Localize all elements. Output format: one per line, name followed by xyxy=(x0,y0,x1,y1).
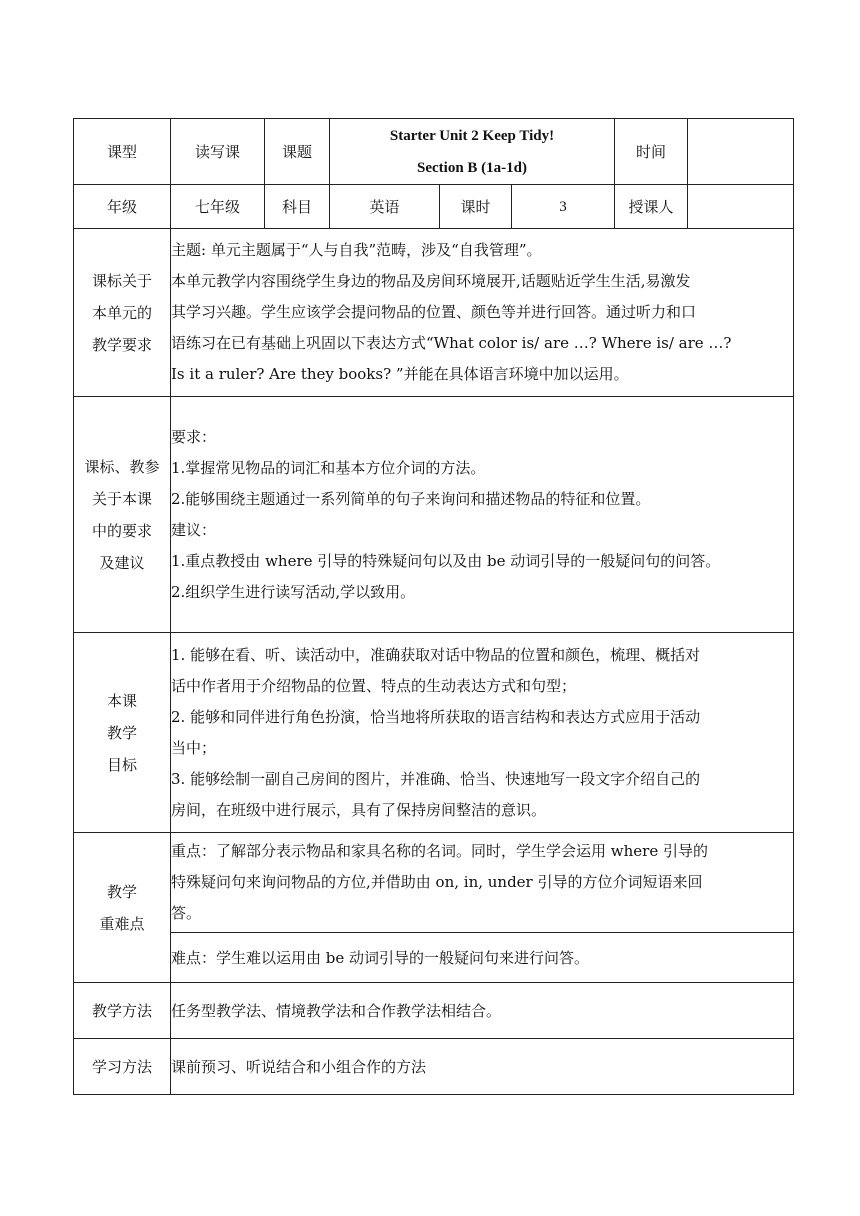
objectives-row xyxy=(74,633,794,833)
objectives-line: 1. 能够在看、听、读活动中，准确获取对话中物品的位置和颜色，梳理、概括对 xyxy=(171,645,701,664)
suggestions-label xyxy=(74,397,171,633)
requirements-label-line: 本单元的 xyxy=(91,303,152,322)
topic-line-1: Starter Unit 2 Keep Tidy! xyxy=(389,127,555,144)
teaching-method-row xyxy=(74,983,794,1039)
requirements-label-line: 教学要求 xyxy=(91,335,152,354)
requirements-line: 其学习兴趣。学生应该学会提问物品的位置、颜色等并进行回答。通过听力和口 xyxy=(171,303,697,321)
suggestions-text xyxy=(171,397,794,633)
requirements-text xyxy=(171,229,794,397)
objectives-label-line: 目标 xyxy=(106,755,137,774)
learning-method-row xyxy=(74,1039,794,1095)
subject-label: 科目 xyxy=(265,185,330,229)
type-label: 课型 xyxy=(74,119,171,185)
time-value xyxy=(688,119,794,185)
objectives-label-line: 教学 xyxy=(106,723,137,742)
suggestions-label-line: 中的要求 xyxy=(91,521,152,540)
key-points-label xyxy=(74,833,171,983)
requirements-line: 语练习在已有基础上巩固以下表达方式“What color is/ are …? Where is/ are …? xyxy=(171,334,732,352)
suggestions-line: 1.重点教授由 where 引导的特殊疑问句以及由 be 动词引导的一般疑问句的问答。 xyxy=(171,551,721,570)
teacher-label: 授课人 xyxy=(615,185,688,229)
key-points-row xyxy=(74,833,794,933)
topic-line-2: Section B (1a-1d) xyxy=(417,159,528,176)
suggestions-row xyxy=(74,397,794,633)
objectives-line: 房间，在班级中进行展示，具有了保持房间整洁的意识。 xyxy=(171,800,547,819)
topic-label: 课题 xyxy=(265,119,330,185)
requirements-line: Is it a ruler? Are they books? ”并能在具体语言环境中加以运用。 xyxy=(171,365,629,383)
key-focus-line: 重点：了解部分表示物品和家具名称的名词。同时，学生学会运用 where 引导的 xyxy=(171,842,708,860)
objectives-label xyxy=(74,633,171,833)
requirements-line: 本单元教学内容围绕学生身边的物品及房间环境展开,话题贴近学生生活,易激发 xyxy=(171,272,691,290)
topic-value xyxy=(330,119,615,185)
suggestions-line: 建议： xyxy=(171,520,217,539)
subject-value: 英语 xyxy=(330,185,440,229)
requirements-label xyxy=(74,229,171,397)
teaching-method-label: 教学方法 xyxy=(74,983,171,1039)
key-focus-line: 答。 xyxy=(171,904,202,922)
suggestions-label-line: 关于本课 xyxy=(91,489,152,508)
time-label: 时间 xyxy=(615,119,688,185)
key-points-label-line: 重难点 xyxy=(99,914,145,933)
key-focus-text xyxy=(171,833,794,933)
difficulty-text: 难点：学生难以运用由 be 动词引导的一般疑问句来进行问答。 xyxy=(171,933,794,983)
suggestions-line: 1.掌握常见物品的词汇和基本方位介词的方法。 xyxy=(171,458,486,477)
teacher-value xyxy=(688,185,794,229)
period-label: 课时 xyxy=(440,185,512,229)
key-focus-line: 特殊疑问句来询问物品的方位,并借助由 on, in, under 引导的方位介词短语来回 xyxy=(171,873,703,891)
suggestions-line: 2.能够围绕主题通过一系列简单的句子来询问和描述物品的特征和位置。 xyxy=(171,489,651,508)
key-points-label-line: 教学 xyxy=(106,882,137,901)
period-value: 3 xyxy=(512,185,615,229)
objectives-label-line: 本课 xyxy=(106,691,137,710)
difficulty-row xyxy=(74,933,794,983)
grade-label: 年级 xyxy=(74,185,171,229)
learning-method-label: 学习方法 xyxy=(74,1039,171,1095)
type-value: 读写课 xyxy=(171,119,265,185)
header-row-2 xyxy=(74,185,794,229)
requirements-line: 主题: 单元主题属于“人与自我”范畴，涉及“自我管理”。 xyxy=(171,241,542,259)
suggestions-label-line: 及建议 xyxy=(99,553,145,572)
teaching-method-value: 任务型教学法、情境教学法和合作教学法相结合。 xyxy=(171,983,794,1039)
learning-method-value: 课前预习、听说结合和小组合作的方法 xyxy=(171,1039,794,1095)
suggestions-line: 要求： xyxy=(171,427,217,446)
header-row-1 xyxy=(74,119,794,185)
objectives-line: 话中作者用于介绍物品的位置、特点的生动表达方式和句型； xyxy=(171,676,577,695)
requirements-row xyxy=(74,229,794,397)
objectives-text xyxy=(171,633,794,833)
objectives-line: 2. 能够和同伴进行角色扮演，恰当地将所获取的语言结构和表达方式应用于活动 xyxy=(171,707,701,726)
lesson-plan-table xyxy=(73,118,794,1095)
suggestions-line: 2.组织学生进行读写活动,学以致用。 xyxy=(171,582,416,601)
objectives-line: 当中； xyxy=(171,738,217,757)
objectives-line: 3. 能够绘制一副自己房间的图片，并准确、恰当、快速地写一段文字介绍自己的 xyxy=(171,769,701,788)
grade-value: 七年级 xyxy=(171,185,265,229)
suggestions-label-line: 课标、教参 xyxy=(84,457,160,476)
requirements-label-line: 课标关于 xyxy=(91,271,152,290)
